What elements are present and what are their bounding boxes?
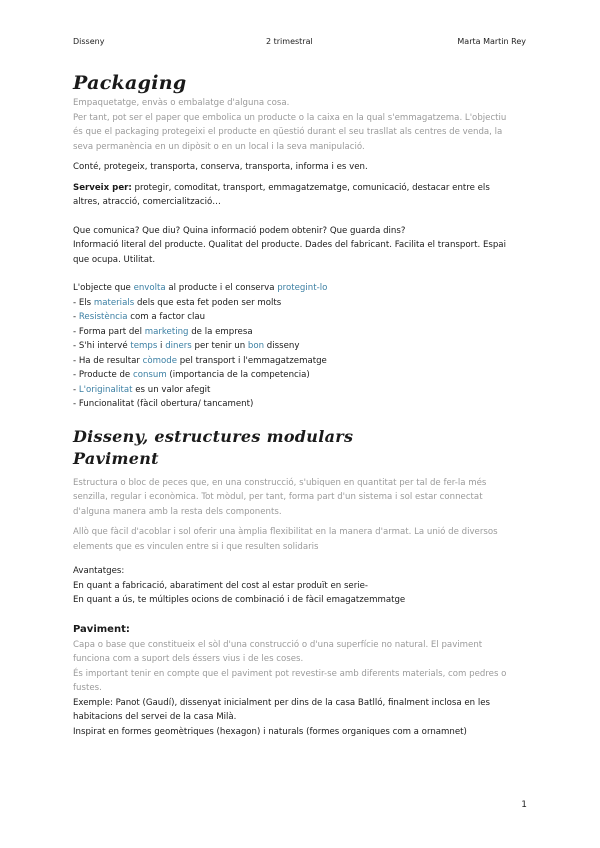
grey-line: Capa o base que constitueix el sòl d'una construcció o d'una superfície no natural. El paviment [73,639,483,650]
packaging-definition [73,96,533,154]
list-item: - S'hi intervé temps i diners per tenir un bon disseny [73,341,300,351]
page-number: 1 [521,800,527,810]
list-item: - Ha de resultar còmode pel transport i l'emmagatzematge [73,355,327,366]
intro-highlight: envolta [133,283,166,293]
grey-line: d'alguna manera amb la resta dels components. [73,506,282,517]
object-intro [73,281,533,296]
paviment-definition [73,638,533,696]
list-item: - Resistència com a factor clau [73,312,206,322]
grey-line: senzilla, regular i econòmica. Tot mòdul, per tant, forma part d'un sistema i sol estar connectat [73,492,483,502]
example-line: habitacions del servei de la casa Milà. [73,712,237,722]
grey-line: fustes. [73,683,102,693]
avantatge-item: En quant a ús, te múltiples ocions de combinació i de fàcil emagatzemmatge [73,595,406,605]
intro-text: al producte i el conserva [165,283,278,293]
grey-line: És important tenir en compte que el paviment pot revestir-se amb diferents materials, com pedres o [73,668,507,679]
serveix-line [73,181,533,196]
header-left: Disseny [73,37,105,46]
paviment-subtitle: Paviment [73,448,159,468]
list-item: - Funcionalitat (fàcil obertura/ tancament) [73,399,254,409]
grey-line: Per tant, pot ser el paper que embolica un producte o la caixa en la qual s'emmagatzema. L'objectiu [73,112,507,123]
packaging-summary: Conté, protegeix, transporta, conserva, transporta, informa i es ven. [73,162,368,172]
disseny-title: Disseny, estructures modulars [73,426,354,446]
packaging-features-list [73,296,533,412]
modular-definition [73,476,533,520]
question-line: Que comunica? Que diu? Quina informació podem obtenir? Que guarda dins? [73,225,406,236]
modular-definition-2 [73,525,533,554]
grey-line: Allò que fàcil d'acoblar i sol oferir una àmplia flexibilitat en la manera d'armat. La unió de diversos [73,527,498,537]
answer-line-2: que ocupa. Utilitat. [73,254,156,265]
answer-line: Informació literal del producte. Qualitat del producte. Dades del fabricant. Facilita el transport. Espai [73,240,506,250]
header-center: 2 trimestral [266,37,313,46]
example-line: Exemple: Panot (Gaudí), dissenyat inicialment per dins de la casa Batlló, finalment inclosa en les [73,697,490,708]
intro-highlight: protegint-lo [277,283,328,293]
serveix-line-2: altres, atracció, comercialització… [73,197,221,207]
avantatges-label: Avantatges: [73,566,125,576]
paviment-heading: Paviment: [73,623,130,635]
intro-text: L'objecte que [73,283,134,293]
grey-line: Empaquetatge, envàs o embalatge d'alguna cosa. [73,98,290,108]
list-item: - Els materials dels que esta fet poden ser molts [73,297,282,308]
list-item: - Producte de consum (importancia de la competencia) [73,370,310,380]
avantatge-item: En quant a fabricació, abaratiment del cost al estar produït en serie- [73,580,369,591]
list-item: - Forma part del marketing de la empresa [73,326,253,337]
serveix-text: protegir, comoditat, transport, emmagatzematge, comunicació, destacar entre els [131,182,490,193]
serveix-label: Serveix per: [73,182,132,193]
header-right: Marta Martin Rey [457,37,526,46]
grey-line: és que el packaging protegeixi el producte en qüestió durant el seu trasllat als centres de venda, la [73,127,503,137]
grey-line: seva permanència en un dipòsit o en un local i la seva manipulació. [73,141,365,152]
grey-line: funciona com a suport dels éssers vius i de les coses. [73,654,304,664]
packaging-title: Packaging [73,72,187,94]
example-line: Inspirat en formes geomètriques (hexagon) i naturals (formes organiques com a ornamnet) [73,726,467,737]
grey-line: Estructura o bloc de peces que, en una construcció, s'ubiquen en quantitat per tal de fer-la més [73,477,487,488]
grey-line: elements que es vinculen entre si i que resulten solidaris [73,541,319,552]
list-item: - L'originalitat es un valor afegit [73,384,211,395]
document-body [73,70,533,739]
